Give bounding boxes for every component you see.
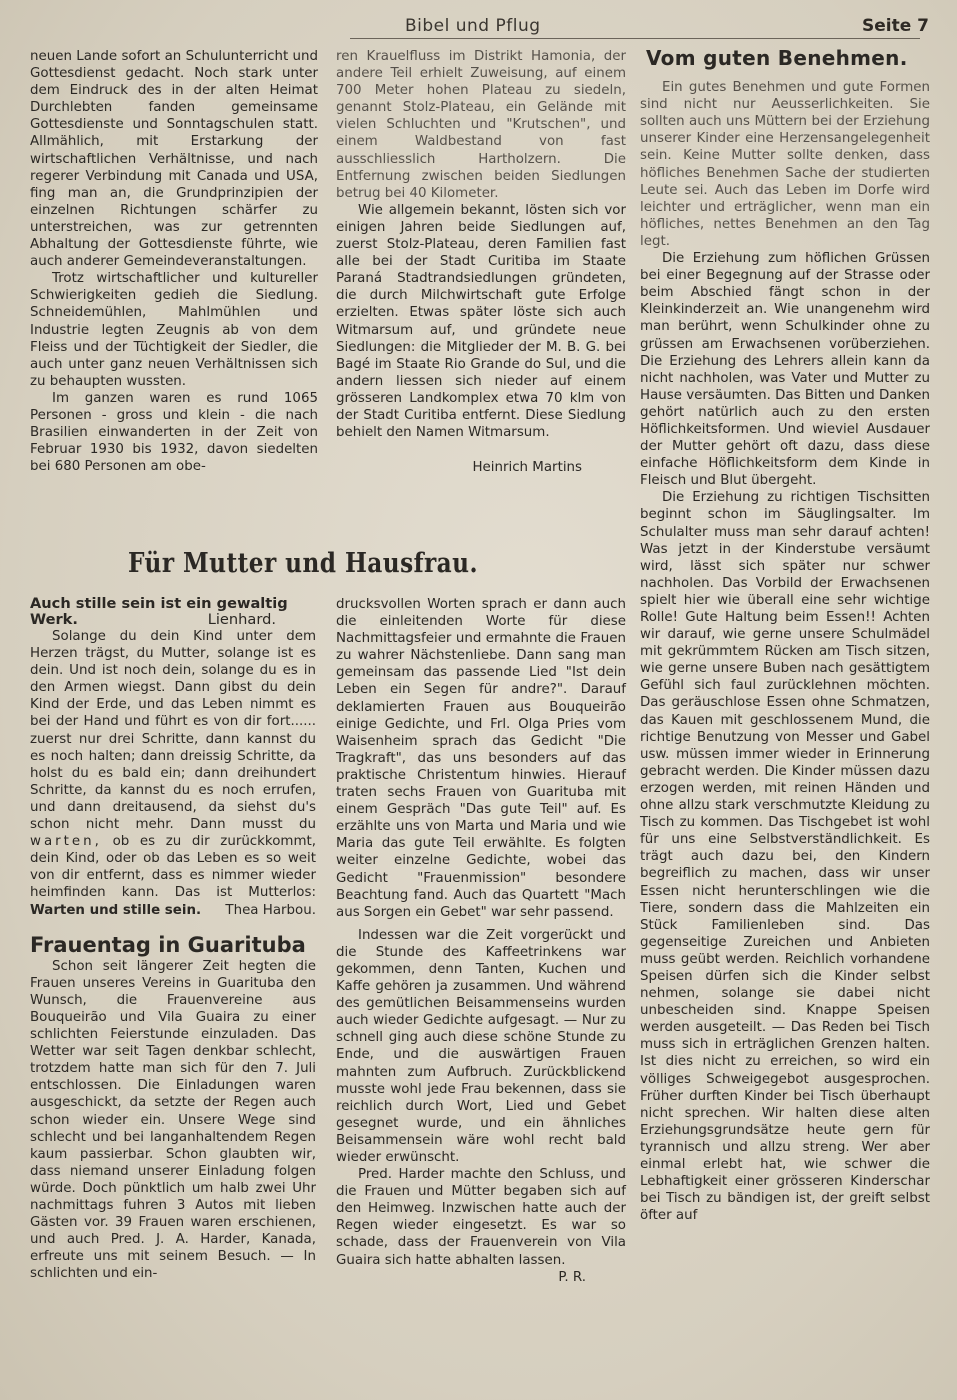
bottom-column-1: [30, 596, 316, 1282]
poem-title-end: Werk.: [30, 611, 78, 628]
article-title: Vom guten Benehmen.: [646, 46, 908, 70]
poem-title: Auch stille sein ist ein gewaltig: [30, 595, 288, 612]
article-column-2: [336, 48, 626, 476]
section-heading: Für Mutter und Hausfrau.: [128, 548, 478, 579]
article-title: Frauentag in Guarituba: [30, 932, 306, 957]
poem-bold-phrase: Warten und stille sein.: [30, 902, 202, 918]
paragraph: Die Erziehung zu richtigen Tischsitten beginnt schon im Säuglingsalter. Im Schulalter muss man sehr darauf achten! Was jetzt in der Kinderstube versäumt wird, lässt sich später nur schwer nachholen. Das Vorbild der Erwachsenen spielt hier wie überall eine sehr wichtige Rolle! Gute Haltung beim Essen!! Achten wir darauf, wie gerne unsere Schulmädel mit gekrümmtem Rücken am Tisch sitzen, wie gerne unsere Buben nach gesättigtem Gefühl sich faul zurücklehnen möchten. Das geräuschlose Essen ohne Schmatzen, das Kauen mit geschlossenem Mund, die richtige Benutzung von Messer und Gabel usw. müssen immer wieder in Erinnerung gebracht werden. Die Kinder müssen dazu erzogen werden, mit reinen Händen und ohne allzu stark verschmutzte Kleidung zu Tisch zu kommen. Das Tischgebet ist wohl für uns eine Selbstverständlichkeit. Es trägt auch dazu bei, den Kindern begreiflich zu machen, dass wir unser Essen nicht herunterschlingen wie die Tiere, sondern dass die Mahlzeiten ein Stück Familienleben sind. Das gegenseitige Zureichen und Anbieten muss geübt werden. Reichlich vorhandene Speisen dürfen sich die Kinder selbst nehmen, solange sie dabei nicht unbescheiden sind. Knappe Speisen werden ausgeteilt. — Das Reden bei Tisch muss sich in erträglichen Grenzen halten. Ist dies nicht zu erreichen, so wird ein völliges Schweigegebot ausgesprochen. Früher durften Kinder bei Tisch überhaupt nicht sprechen. Wir halten diese alten Erziehungsgrundsätze heute gern für tyrannisch und allzu streng. Wer aber einmal erlebt hat, wie schwer die Lebhaftigkeit einer grösseren Kinderschar bei Tisch zu bändigen ist, der greift selbst öfter auf: [640, 490, 930, 1224]
poem-text: Solange du dein Kind unter dem Herzen trägst, du Mutter, solange ist es dein. Und ist noch dein, solange du es in den Armen wiegst. Dann gibst du dein Kind der Erde, und das Leben nimmt es bei der Hand und führt es von dir fort...... zuerst nur drei Schritte, dann kannst du es noch halten; dann dreissig Schritte, da holst du es bald ein; dann dreihundert Schritte, da kannst du es noch errufen, und dann dreitausend, da siehst du's schon nicht mehr. Dann musst du: [30, 629, 316, 833]
article-benehmen: [640, 48, 930, 1224]
paragraph: Trotz wirtschaftlicher und kultureller Schwierigkeiten gedieh die Siedlung. Schneidemühlen, Mahlmühlen und Industrie legten Zeugnis ab von dem Fleiss und der Tüchtigkeit der Siedler, die auch unter ganz neuen Verhältnissen sich zu behaupten wussten.: [30, 271, 318, 389]
poem-title-line-2: [30, 612, 316, 628]
author-signature: Heinrich Martins: [472, 460, 582, 476]
paragraph: Schon seit längerer Zeit hegten die Frauen unseres Vereins in Guarituba den Wunsch, die Frauenvereine aus Bouqueirão und Vila Guaira zu einer schlichten Feierstunde einzuladen. Das Wetter war seit Tagen denkbar schlecht, trotzdem hatte man sich für den 7. Juli entschlossen. Die Einladungen waren ausgeschickt, da setzte der Regen auch schon wieder ein. Unsere Wege sind schlecht und bei langanhaltendem Regen kaum passierbar. Schon glaubten wir, dass niemand unserer Einladung folgen würde. Doch pünktlich um halb zwei Uhr nachmittags fuhren 3 Autos mit lieben Gästen vor. 39 Frauen waren erschienen, und auch Pred. J. A. Harder, Kanada, erfreute uns mit seinem Besuch. — In schlichten und ein-: [30, 958, 316, 1282]
paragraph: Die Erziehung zum höflichen Grüssen bei einer Begegnung auf der Strasse oder beim Abschied fängt schon in der Kleinkinderzeit an. Wie unangenehm wird man berührt, wenn Schulkinder ohne zu grüssen am Erwachsenen vorüberziehen. Die Erziehung des Lehrers allein kann da nicht nachholen, was Vater und Mutter zu Hause versäumten. Das Bitten und Danken gehört natürlich auch zu den ersten Höflichkeitsformen. Und wieviel Ausdauer der Mutter gehört oft dazu, dass diese einfache Höflichkeitsform dem Kinde in Fleisch und Blut übergeht.: [640, 251, 930, 489]
page-number: Seite 7: [861, 16, 929, 36]
paragraph: Wie allgemein bekannt, lösten sich vor einigen Jahren beide Siedlungen auf, zuerst Stolz-Plateau, deren Familien fast alle bei der Stadt Curitiba im Staate Paraná Stadtrandsiedlungen gründeten, die durch Milchwirtschaft gute Erfolge erzielten. Etwas später löste sich auch Witmarsum auf, und gründete neue Siedlungen: die Mitglieder der M. B. G. bei Bagé im Staate Rio Grande do Sul, und die andern liessen sich nieder auf einem grösseren Landkomplex etwa 70 klm von der Stadt Curitiba entfernt. Diese Siedlung behielt den Namen Witmarsum.: [336, 202, 626, 441]
author-signature: P. R.: [558, 1269, 586, 1285]
article-column-1: [30, 48, 318, 475]
header-rule: [350, 38, 920, 39]
page-header: [0, 14, 957, 40]
paragraph: Pred. Harder machte den Schluss, und die Frauen und Mütter begaben sich auf den Heimweg. Inzwischen hatte auch der Regen wieder eingesetzt. Es war so schade, dass der Frauenverein von Vila Guaira sich hatte abhalten lassen.: [336, 1167, 626, 1268]
bottom-column-2: [336, 596, 626, 1286]
poem-author: Thea Harbou.: [225, 902, 316, 918]
paragraph: Ein gutes Benehmen und gute Formen sind nicht nur Aeusserlichkeiten. Sie sollten auch uns Müttern bei der Erziehung unserer Kinder eine Herzensangelegenheit sein. Keine Mutter sollte denken, dass höfliches Benehmen Sache der studierten Leute sei. Auch das Leben im Dorfe wird leichter und erträglicher, wenn man ein höfliches, nettes Benehmen an den Tag legt.: [640, 80, 930, 249]
publication-title: Bibel und Pflug: [405, 16, 541, 36]
paragraph: neuen Lande sofort an Schulunterricht und Gottesdienst gedacht. Noch stark unter dem Eindruck des in der alten Heimat Durchlebten fanden gemeinsame Gottesdienste und Sonntagschulen statt. Allmählich, mit Erstarkung der wirtschaftlichen Verhältnisse, und nach regerer Verbindung mit Canada und USA, fing man an, die Grundprinzipien der einzelnen Richtungen schärfer zu unterstreichen, was zur getrennten Abhaltung der Gottesdienste führte, wie auch anderer Gemeindeveranstaltungen.: [30, 49, 318, 270]
poem-attribution: Lienhard.: [207, 611, 276, 628]
poem-body: [30, 628, 316, 919]
poem-spaced-word: warten,: [30, 834, 102, 850]
paragraph: ren Krauelfluss im Distrikt Hamonia, der andere Teil erhielt Zuweisung, auf einem 700 Meter hohen Plateau zu siedeln, genannt Stolz-Plateau, ein Gelände mit vielen Schluchten und "Krutschen", und einem Waldbestand von fast ausschliesslich Hartholzern. Die Entfernung zwischen beiden Siedlungen betrug bei 40 Kilometer.: [336, 49, 626, 201]
paragraph: Indessen war die Zeit vorgerückt und die Stunde des Kaffeetrinkens war gekommen, denn Tanten, Kuchen und Kaffe gehören ja zusammen. Und während des gemütlichen Beisammenseins wurden auch wieder Gedichte aufgesagt. — Nur zu schnell ging auch diese schöne Stunde zu Ende, und die auswärtigen Frauen mahnten zum Aufbruch. Zurückblickend musste wohl jede Frau bekennen, dass sie reichlich durch Wort, Lied und Gebet gesegnet wurde, und ein ähnliches Beisammensein wäre wohl recht bald wieder erwünscht.: [336, 927, 626, 1165]
paragraph: Im ganzen waren es rund 1065 Personen - gross und klein - die nach Brasilien einwanderten in der Zeit von Februar 1930 bis 1932, davon siedelten bei 680 Personen am obe-: [30, 390, 318, 475]
poem-text: ob es zu dir zurückkommt, dein Kind, oder ob das Leben es so weit von dir entfernt, dass es nimmer wieder heimfinden kann. Das ist Mutterlos:: [30, 834, 316, 901]
paragraph: drucksvollen Worten sprach er dann auch die einleitenden Worte für diese Nachmittagsfeier und ermahnte die Frauen zu wahrer Nächstenliebe. Dann sang man gemeinsam das passende Lied "Ist dein Leben ein Segen für andre?". Darauf deklamierten Frauen aus Bouqueirão einige Gedichte, und Frl. Olga Pries vom Waisenheim sprach das Gedicht "Die Tragkraft", das uns besonders auf das praktische Christentum hinwies. Hierauf traten sechs Frauen von Guarituba mit einem Gespräch "Das gute Teil" auf. Es erzählte uns von Marta und Maria und wie Maria das gute Teil erwählte. Es folgten weiter einzelne Gedichte, wobei das Gedicht "Frauenmission" besondere Beachtung fand. Auch das Quartett "Mach aus Sorgen ein Gebet" war sehr passend.: [336, 597, 626, 920]
